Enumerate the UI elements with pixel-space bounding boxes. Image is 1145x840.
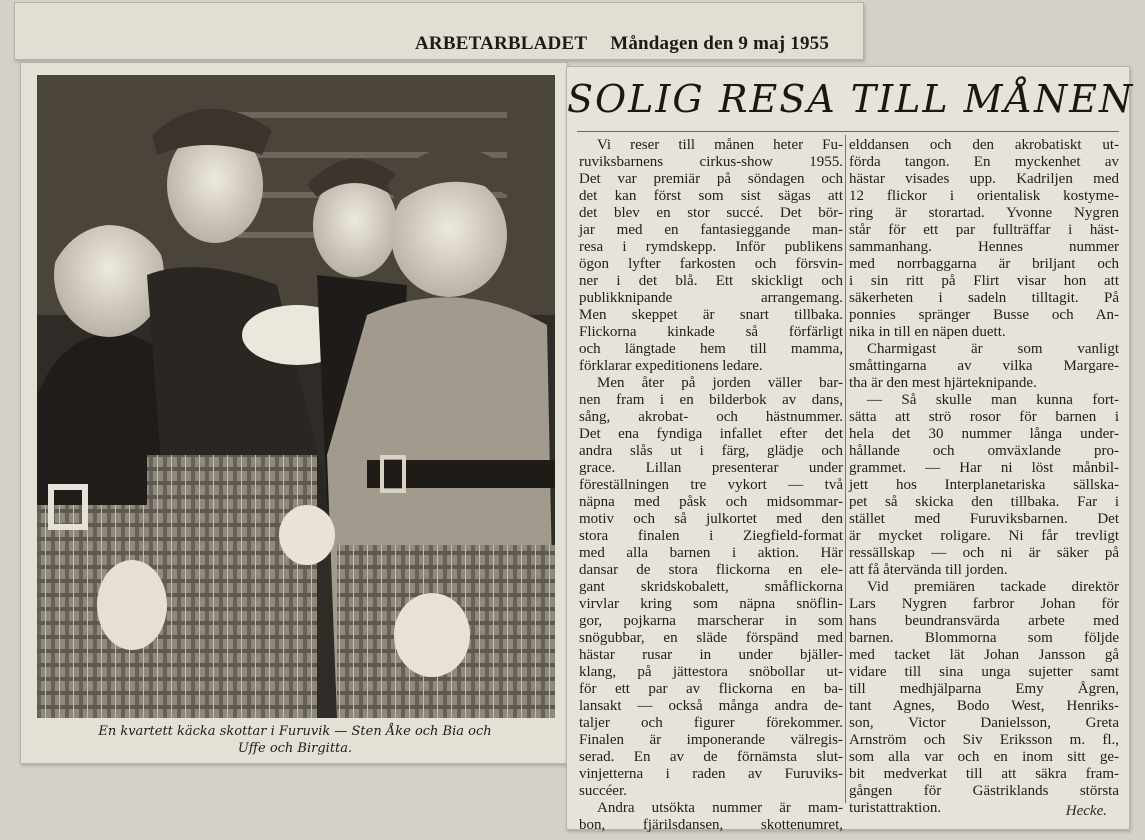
article-line: jar med en fantasieggande man-	[579, 222, 843, 238]
article-line: småttingarna av vilka Margare-	[849, 358, 1119, 374]
article-line: Vi reser till månen heter Fu-	[597, 137, 843, 153]
article-line: barnen. Blommorna som följde	[849, 630, 1119, 646]
article-line: andra slås ut i färg, glädje och	[579, 443, 843, 459]
article-line: med norrbaggarna är briljant och	[849, 256, 1119, 272]
article-clipping	[566, 66, 1135, 833]
article-line: hela det 30 nummer långa under-	[849, 426, 1119, 442]
article-line: och längtade hem till mamma,	[579, 341, 843, 357]
article-line: bon, fjärilsdansen, skottenumret,	[579, 817, 843, 833]
article-line: pet så skicka den tillbaka. Far i	[849, 494, 1119, 510]
article-line: det blev en stor succé. Det bör-	[579, 205, 843, 221]
article-line: gor, pojkarna marscherar in som	[579, 613, 843, 629]
article-line: ressällskap — och ni är säker på	[849, 545, 1119, 561]
article-line: det kan först som sist sägas att	[579, 188, 843, 204]
article-line: ruviksbarnens cirkus-show 1955.	[579, 154, 843, 170]
article-line: gången för Gästriklands största	[849, 783, 1119, 799]
article-line: grammet. — Har ni löst månbil-	[849, 460, 1119, 476]
article-line: att få återvända till jorden.	[849, 562, 1008, 578]
article-line: hans beundransvärda arbete med	[849, 613, 1119, 629]
article-line: förda tangon. En myckenhet av	[849, 154, 1119, 170]
article-line: Finalen är imponerande välregis-	[579, 732, 843, 748]
article-line: ring är storartad. Yvonne Nygren	[849, 205, 1119, 221]
article-line: Det var premiär på söndagen och	[579, 171, 843, 187]
article-line: hästar visades upp. Kadriljen med	[849, 171, 1119, 187]
article-line: gant skridskobalett, småflickorna	[579, 579, 843, 595]
photo-caption	[27, 723, 563, 757]
article-line: ögon lyfter farkosten och försvin-	[579, 256, 843, 272]
article-line: säkerheten i sadeln tilltagit. På	[849, 290, 1119, 306]
article-line: sätta att strö rosor för barnen i	[849, 409, 1119, 425]
article-line: till medhjälparna Emy Ågren,	[849, 681, 1119, 697]
caption-line-2: Uffe och Birgitta.	[237, 741, 353, 756]
article-line: Arnström och Siv Eriksson m. fl.,	[849, 732, 1119, 748]
article-line: sång, akrobat- och hästnummer.	[579, 409, 843, 425]
article-line: Andra utsökta nummer är mam-	[597, 800, 843, 816]
article-line: hållande och omväxlande pro-	[849, 443, 1119, 459]
article-line: Men åter på jorden väller bar-	[597, 375, 843, 391]
headline-rule	[577, 131, 1119, 132]
article-line: ner i det blå. Ett skickligt och	[579, 273, 843, 289]
article-line: — Så skulle man kunna fort-	[867, 392, 1119, 408]
article-line: stället med Furuviksbarnen. Det	[849, 511, 1119, 527]
article-line: lansakt — också många andra de-	[579, 698, 843, 714]
article-line: tha är den mest hjärteknipande.	[849, 375, 1037, 391]
article-line: för ett par av flickorna en ba-	[579, 681, 843, 697]
article-headline: SOLIG RESA TILL MÅNEN	[567, 77, 1135, 121]
article-line: är mycket roligare. Ni får trevligt	[849, 528, 1119, 544]
article-line: motiv och så julkortet med den	[579, 511, 843, 527]
photo-image	[37, 75, 555, 718]
issue-date: Måndagen den 9 maj 1955	[610, 33, 830, 54]
article-line: med alla barnen i aktion. Här	[579, 545, 843, 561]
article-line: resa i rymdskepp. Inför publikens	[579, 239, 843, 255]
article-line: elddansen och den akrobatiskt ut-	[849, 137, 1119, 153]
article-column-1	[579, 137, 843, 834]
photo-clipping	[20, 62, 568, 764]
article-column-2	[849, 137, 1119, 817]
article-line: står för ett par fullträffar i häst-	[849, 222, 1119, 238]
column-divider	[845, 135, 846, 803]
article-line: stora finalen i Ziegfield-format	[579, 528, 843, 544]
article-line: Charmigast är som vanligt	[867, 341, 1119, 357]
article-line: ponnies spränger Busse och An-	[849, 307, 1119, 323]
article-line: vidare till sina unga sujetter samt	[849, 664, 1119, 680]
article-line: Vid premiären tackade direktör	[867, 579, 1119, 595]
article-line: förklarar expeditionens ledare.	[579, 358, 763, 374]
article-line: bit medverkat till att säkra fram-	[849, 766, 1119, 782]
article-line: Men skeppet är snart tillbaka.	[579, 307, 843, 323]
article-line: succéer.	[579, 783, 627, 799]
article-line: taljer och figurer förekommer.	[579, 715, 843, 731]
article-line: nika in till en näpen duett.	[849, 324, 1006, 340]
article-line: klang, på jättestora snöbollar ut-	[579, 664, 843, 680]
article-line: serad. En av de förnämsta slut-	[579, 749, 843, 765]
article-line: dansar de stora flickorna en ele-	[579, 562, 843, 578]
masthead	[415, 33, 839, 55]
article-line: tant Agnes, Bodo West, Henriks-	[849, 698, 1119, 714]
newspaper-name: ARBETARBLADET	[415, 33, 588, 54]
article-line: jett hos Interplanetariska sällska-	[849, 477, 1119, 493]
article-line: 12 flickor i orientalisk kostyme-	[849, 188, 1119, 204]
article-line: publikknipande arrangemang.	[579, 290, 843, 306]
article-line: vinjetterna i raden av Furuviks-	[579, 766, 843, 782]
photo-four-children	[37, 75, 555, 718]
article-line: nen fram i en bilderbok av dans,	[579, 392, 843, 408]
article-line: grace. Lillan presenterar under	[579, 460, 843, 476]
article-line: med tacket lät Johan Jansson gå	[849, 647, 1119, 663]
article-line: turistattraktion.	[849, 800, 942, 816]
article-line: som alla var och en inom sitt ge-	[849, 749, 1119, 765]
article-line: i sin ritt på Flirt visar hon att	[849, 273, 1119, 289]
author-signature: Hecke.	[1065, 803, 1107, 819]
article-line: Det ena fyndiga infallet efter det	[579, 426, 843, 442]
article-line: sammanhang. Hennes nummer	[849, 239, 1119, 255]
caption-line-1: En kvartett käcka skottar i Furuvik — Sten Åke och Bia och	[98, 724, 492, 739]
article-line: näpna med påsk och midsommar-	[579, 494, 843, 510]
article-line: Lars Nygren farbror Johan för	[849, 596, 1119, 612]
article-line: hästar rusar in under bjäller-	[579, 647, 843, 663]
article-line: föreställningen tre vykort — två	[579, 477, 843, 493]
article-line: Flickorna kinkade så förfärligt	[579, 324, 843, 340]
article-line: snögubbar, en släde förspänd med	[579, 630, 843, 646]
article-line: virvlar kring som näpna snöflin-	[579, 596, 843, 612]
article-line: son, Victor Danielsson, Greta	[849, 715, 1119, 731]
newspaper-header-clipping	[14, 2, 864, 60]
